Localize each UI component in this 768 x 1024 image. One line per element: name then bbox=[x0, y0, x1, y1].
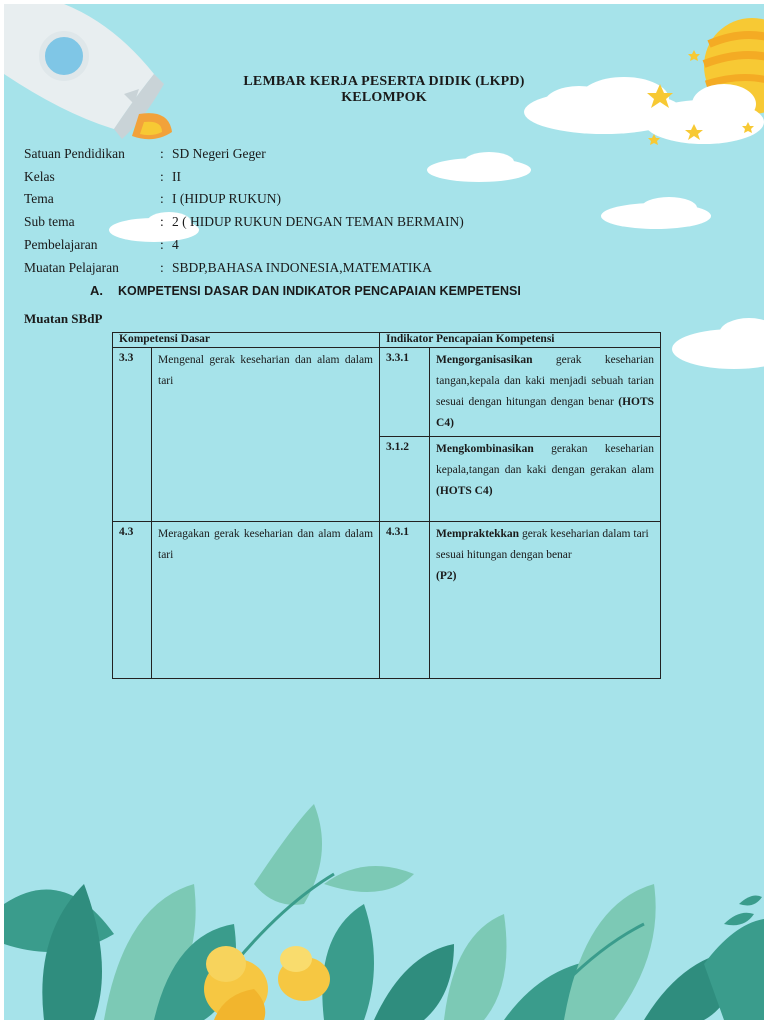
indicator-text bbox=[430, 522, 661, 679]
info-value: II bbox=[172, 169, 181, 184]
indicator-tag: (HOTS C4) bbox=[436, 396, 655, 429]
table-header-row bbox=[113, 333, 661, 348]
info-colon: : bbox=[160, 237, 164, 252]
worksheet-content bbox=[4, 4, 764, 1020]
page-title: LEMBAR KERJA PESERTA DIDIK (LKPD) bbox=[243, 74, 525, 89]
info-label: Sub tema bbox=[24, 214, 75, 229]
indicator-verb: Mengorganisasikan bbox=[436, 354, 533, 366]
indicator-tag: (HOTS C4) bbox=[436, 485, 493, 497]
indicator-code: 3.3.1 bbox=[380, 348, 430, 437]
info-label: Muatan Pelajaran bbox=[24, 260, 119, 275]
indicator-code: 4.3.1 bbox=[380, 522, 430, 679]
page-subtitle: KELOMPOK bbox=[341, 90, 427, 105]
column-header-kd: Kompetensi Dasar bbox=[113, 333, 380, 348]
indicator-text bbox=[430, 348, 661, 437]
info-value: 2 ( HIDUP RUKUN DENGAN TEMAN BERMAIN) bbox=[172, 214, 464, 229]
table-row bbox=[113, 348, 661, 437]
info-label: Satuan Pendidikan bbox=[24, 146, 125, 161]
info-label: Pembelajaran bbox=[24, 237, 98, 252]
table-row bbox=[113, 522, 661, 679]
kd-text: Mengenal gerak keseharian dan alam dalam tari bbox=[152, 348, 380, 522]
worksheet-page bbox=[4, 4, 764, 1020]
column-header-indicator: Indikator Pencapaian Kompetensi bbox=[380, 333, 661, 348]
info-value: SBDP,BAHASA INDONESIA,MATEMATIKA bbox=[172, 260, 432, 275]
indicator-tag: (P2) bbox=[436, 570, 457, 582]
indicator-body: gerakan keseharian kepala,tangan dan kaki dengan gerakan alam bbox=[436, 443, 655, 476]
indicator-code: 3.1.2 bbox=[380, 437, 430, 522]
competency-table bbox=[112, 332, 661, 679]
kd-code: 4.3 bbox=[113, 522, 152, 679]
info-value: 4 bbox=[172, 237, 179, 252]
section-heading bbox=[90, 283, 521, 298]
info-value: I (HIDUP RUKUN) bbox=[172, 191, 281, 206]
section-title: KOMPETENSI DASAR DAN INDIKATOR PENCAPAIAN KEMPETENSI bbox=[118, 284, 521, 298]
info-label: Tema bbox=[24, 191, 54, 206]
kd-code: 3.3 bbox=[113, 348, 152, 522]
info-value: SD Negeri Geger bbox=[172, 146, 266, 161]
indicator-verb: Mempraktekkan bbox=[436, 528, 520, 540]
info-colon: : bbox=[160, 191, 164, 206]
info-colon: : bbox=[160, 146, 164, 161]
subject-title: Muatan SBdP bbox=[24, 311, 103, 326]
info-label: Kelas bbox=[24, 169, 55, 184]
indicator-body: gerak keseharian dalam tari sesuai hitungan dengan benar bbox=[436, 528, 649, 561]
indicator-body: gerak keseharian tangan,kepala dan kaki menjadi sebuah tarian sesuai dengan hitungan dengan benar bbox=[436, 354, 655, 408]
info-colon: : bbox=[160, 214, 164, 229]
kd-text: Meragakan gerak keseharian dan alam dalam tari bbox=[152, 522, 380, 679]
indicator-verb: Mengkombinasikan bbox=[436, 443, 534, 455]
section-letter: A. bbox=[90, 283, 103, 298]
indicator-text bbox=[430, 437, 661, 522]
info-colon: : bbox=[160, 169, 164, 184]
info-colon: : bbox=[160, 260, 164, 275]
